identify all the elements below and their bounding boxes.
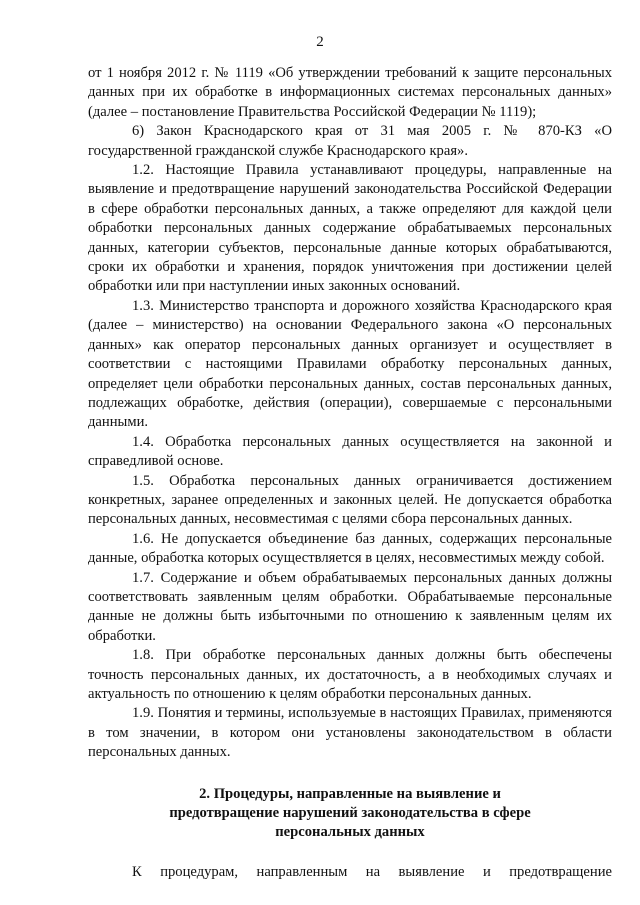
paragraph-1-3: 1.3. Министерство транспорта и дорожного хозяйства Краснодарского края (далее – министерство) на основании Федерального закона «О персональных данных» как оператор персональных данных организует и осуществляет в соответствии с настоящими Правилами обработку персональных данных, определяет цели обработки персональных данных, состав персональных данных, подлежащих обработке, действия (операции), совершаемые с персональными данными. bbox=[88, 297, 612, 431]
section-heading: 2. Процедуры, направленные на выявление и предотвращение нарушений законодательства в сфере персональных данных bbox=[169, 785, 531, 841]
paragraph-continuation: от 1 ноября 2012 г. № 1119 «Об утверждении требований к защите персональных данных при их обработке в информационных системах персональных данных» (далее – постановление Правительства Российской Федерации № 1119); bbox=[88, 65, 612, 120]
paragraph-1-4: 1.4. Обработка персональных данных осуществляется на законной и справедливой основе. bbox=[88, 433, 612, 470]
paragraph-law-6: 6) Закон Краснодарского края от 31 мая 2005 г. № 870-КЗ «О государственной гражданской службе Краснодарского края». bbox=[88, 123, 612, 159]
paragraph-1-6: 1.6. Не допускается объединение баз данных, содержащих персональные данные, обработка которых осуществляется в целях, несовместимых между собой. bbox=[88, 530, 612, 567]
paragraph-1-8: 1.8. При обработке персональных данных должны быть обеспечены точность персональных данных, их достаточность, а в необходимых случаях и актуальность по отношению к целям обработки персональных данных. bbox=[88, 647, 612, 702]
paragraph-1-7: 1.7. Содержание и объем обрабатываемых персональных данных должны соответствовать заявленным целям обработки. Обрабатываемые персональные данные не должны быть избыточными по отношению к заявленным целям их обработки. bbox=[88, 569, 612, 644]
page-number: 2 bbox=[316, 34, 324, 50]
paragraph-1-9: 1.9. Понятия и термины, используемые в настоящих Правилах, применяются в том значении, в котором они установлены законодательством в области персональных данных. bbox=[88, 705, 612, 761]
paragraph-1-2: 1.2. Настоящие Правила устанавливают процедуры, направленные на выявление и предотвращение нарушений законодательства Российской Федерации в сфере обработки персональных данных, а также определяют для каждой цели обработки персональных данных содержание обрабатываемых персональных данных, категории субъектов, персональные данные которых обрабатываются, сроки их обработки и хранения, порядок уничтожения при достижении целей обработки или при наступлении иных законных оснований. bbox=[88, 162, 612, 295]
document-body bbox=[88, 64, 612, 882]
paragraph-1-5: 1.5. Обработка персональных данных ограничивается достижением конкретных, заранее определенных и законных целей. Не допускается обработка персональных данных, несовместимая с целями сбора персональных данных. bbox=[88, 472, 612, 528]
paragraph-section-2-start: К процедурам, направленным на выявление и предотвращение bbox=[132, 863, 612, 880]
